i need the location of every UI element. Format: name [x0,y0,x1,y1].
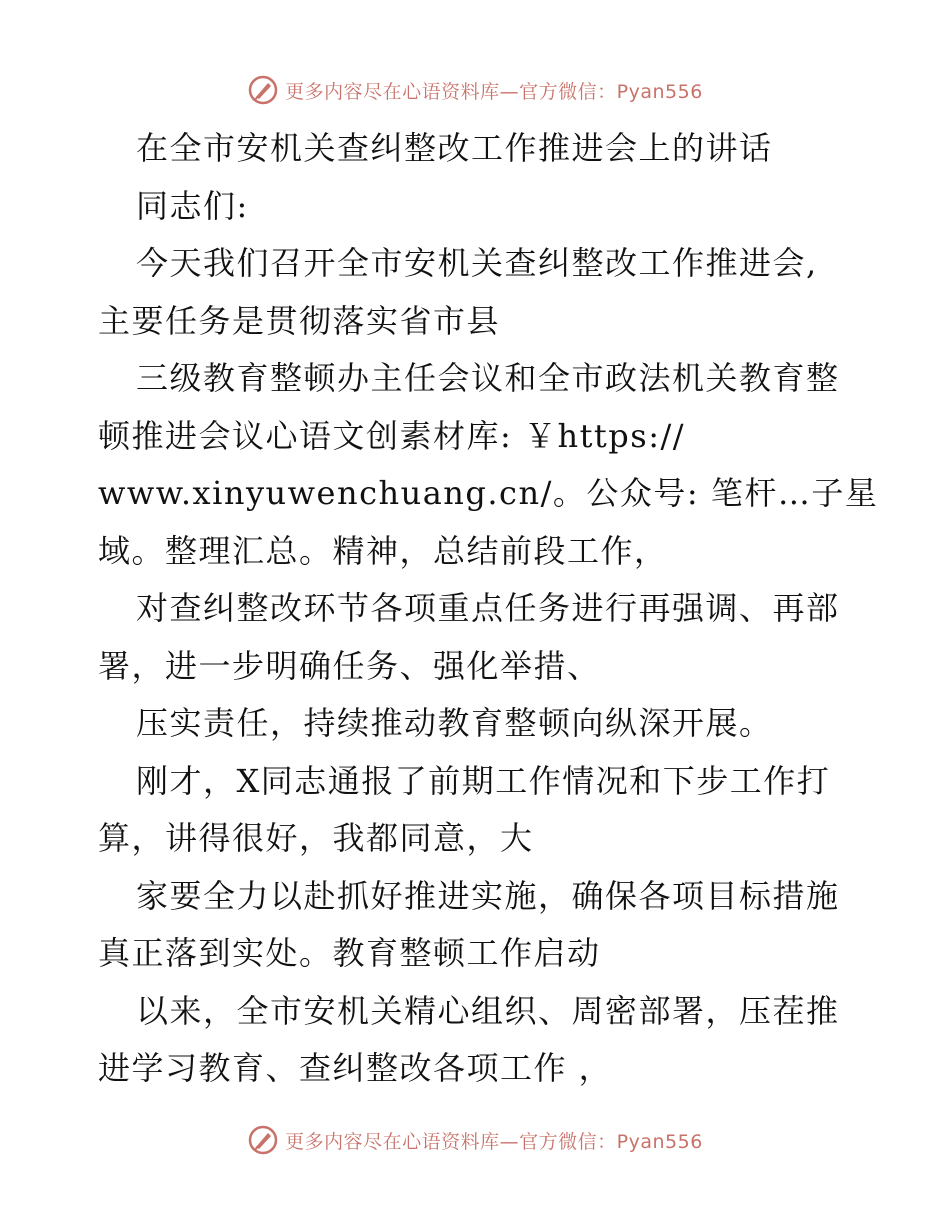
text-line: 真正落到实处。教育整顿工作启动 [98,934,601,972]
text-line: 家要全力以赴抓好推进实施，确保各项目标措施 [136,876,840,915]
text-line: 主要任务是贯彻落实省市县 [98,301,501,340]
footer-banner [0,1120,950,1160]
text-line: 对查纠整改环节各项重点任务进行再强调、再部 [136,589,840,627]
text-line: 三级教育整顿办主任会议和全市政法机关教育整 [136,359,840,397]
text-line: 域。整理汇总。精神，总结前段工作， [98,531,668,570]
header-banner-text: 更多内容尽在心语资料库—官方微信：Pyan556 [285,80,703,103]
header-banner [0,70,950,110]
salutation: 同志们: [136,186,249,225]
text-line: 压实责任，持续推动教育整顿向纵深开展。 [136,704,773,742]
text-line: 进学习教育、查纠整改各项工作 ， [98,1049,613,1087]
quill-pen-logo-icon [247,74,279,106]
text-line: www.xinyuwenchuang.cn/。公众号: 笔杆…子星 [98,474,879,512]
text-line: 署，进一步明确任务、强化举措、 [98,646,601,685]
document-body [98,120,879,1098]
text-line: 以来，全市安机关精心组织、周密部署，压茬推 [136,991,840,1030]
quill-pen-logo-icon [247,1124,279,1156]
text-line: 今天我们召开全市安机关查纠整改工作推进会, [136,244,818,282]
document-title: 在全市安机关查纠整改工作推进会上的讲话 [136,129,773,167]
text-line: 顿推进会议心语文创素材库: ￥https:// [98,416,686,455]
footer-banner-text: 更多内容尽在心语资料库—官方微信：Pyan556 [285,1130,703,1153]
text-line: 刚才，X同志通报了前期工作情况和下步工作打 [136,761,831,800]
text-line: 算，讲得很好，我都同意，大 [98,819,534,857]
